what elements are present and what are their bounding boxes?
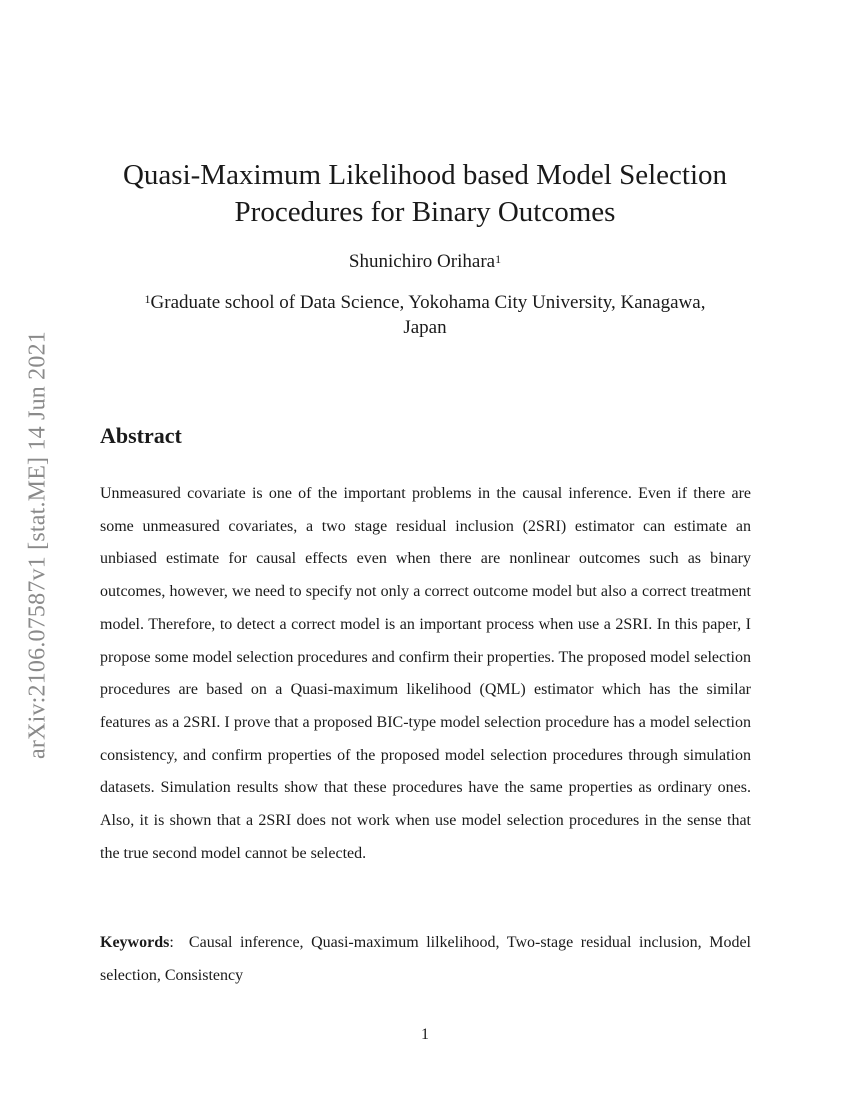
arxiv-identifier-stamp: arXiv:2106.07587v1 [stat.ME] 14 Jun 2021 — [24, 331, 51, 759]
author-line — [100, 250, 750, 274]
abstract-text: Unmeasured covariate is one of the important problems in the causal inference. Even if there are some unmeasured covariates, a two stage residual inclusion (2SRI) estimator can estimate an unbiased estimate for causal effects even when there are nonlinear outcomes such as binary outcomes, however, we need to specify not only a correct outcome model but also a correct treatment model. Therefore, to detect a correct model is an important process when use a 2SRI. In this paper, I propose some model selection procedures and confirm their properties. The proposed model selection procedures are based on a Quasi-maximum likelihood (QML) estimator which has the similar features as a 2SRI. I prove that a proposed BIC-type model selection procedure has a model selection consistency, and confirm properties of the proposed model selection procedures through simulation datasets. Simulation results show that these procedures have the same properties as ordinary ones. Also, it is shown that a 2SRI does not work when use model selection procedures in the sense that the true second model cannot be selected. — [100, 485, 751, 862]
keywords-label: Keywords — [100, 934, 170, 951]
abstract-heading: Abstract — [100, 423, 182, 448]
keywords-paragraph — [100, 927, 751, 992]
page-number: 1 — [421, 1026, 429, 1043]
paper-title-line-1: Quasi-Maximum Likelihood based Model Selection — [122, 159, 728, 191]
author-affiliation-marker: 1 — [495, 252, 502, 266]
keywords-separator: : — [169, 934, 174, 951]
paper-title — [100, 157, 750, 231]
keywords-list: Causal inference, Quasi-maximum lilkelihood, Two-stage residual inclusion, Model selection, Consistency — [100, 934, 752, 984]
affiliation — [100, 290, 750, 340]
author-name: Shunichiro Orihara — [348, 251, 496, 272]
affiliation-line-2: Japan — [403, 317, 447, 338]
paper-title-line-2: Procedures for Binary Outcomes — [234, 196, 616, 228]
affiliation-marker: 1 — [144, 292, 151, 306]
affiliation-line-1: Graduate school of Data Science, Yokohama City University, Kanagawa, — [150, 292, 706, 313]
